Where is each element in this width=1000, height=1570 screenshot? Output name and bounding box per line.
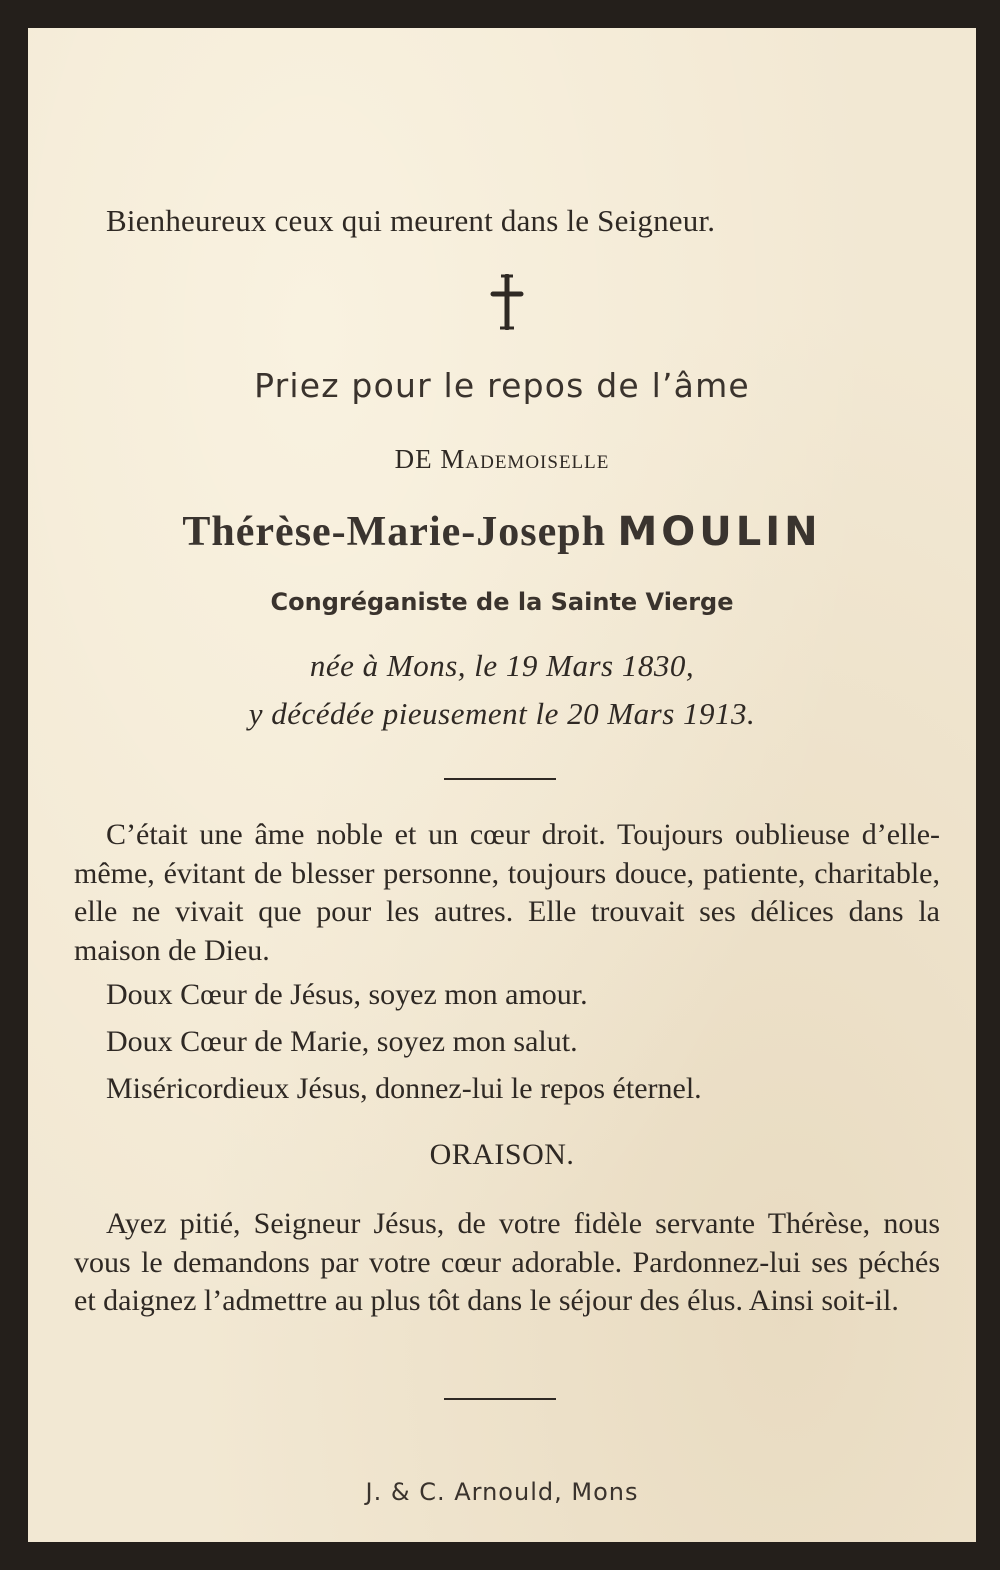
- eulogy-text: C’était une âme noble et un cœur droit. Toujours oublieuse d’elle-même, évitant de blesser personne, toujours douce, patiente, charitable, elle ne vivait que pour les autres. Elle trouvait ses délices dans la maison de Dieu.: [74, 818, 940, 967]
- title-prefix: DE: [394, 444, 433, 474]
- title-line: [28, 444, 976, 475]
- invocation-1: Doux Cœur de Jésus, soyez mon amour.: [106, 978, 588, 1011]
- epigraph: Bienheureux ceux qui meurent dans le Seigneur.: [106, 203, 716, 238]
- divider-bottom: [444, 1398, 556, 1400]
- invocation-3: Miséricordieux Jésus, donnez-lui le repos éternel.: [106, 1072, 702, 1105]
- divider-top: [444, 778, 556, 780]
- surname: MOULIN: [617, 509, 822, 555]
- oraison-heading: ORAISON.: [429, 1138, 575, 1171]
- deceased-name: [28, 508, 976, 556]
- prayer-heading: Priez pour le repos de l’âme: [254, 366, 750, 405]
- role: Congréganiste de la Sainte Vierge: [270, 588, 734, 616]
- eulogy-paragraph: [74, 816, 940, 970]
- oraison-paragraph: [74, 1205, 940, 1321]
- oraison-text: Ayez pitié, Seigneur Jésus, de votre fidèle servante Thérèse, nous vous le demandons par votre cœur adorable. Pardonnez-lui ses péchés et daignez l’admettre au plus tôt dans le séjour des élus. Ainsi soit-il.: [74, 1207, 940, 1317]
- cross-icon: [490, 274, 524, 330]
- invocation-2: Doux Cœur de Marie, soyez mon salut.: [106, 1025, 578, 1058]
- given-names: Thérèse-Marie-Joseph: [182, 509, 606, 555]
- birth-line: née à Mons, le 19 Mars 1830,: [309, 648, 695, 683]
- death-line: y décédée pieusement le 20 Mars 1913.: [248, 696, 756, 731]
- printer-imprint: J. & C. Arnould, Mons: [365, 1478, 639, 1506]
- card-paper: [28, 28, 976, 1542]
- title-word: Mademoiselle: [440, 444, 610, 474]
